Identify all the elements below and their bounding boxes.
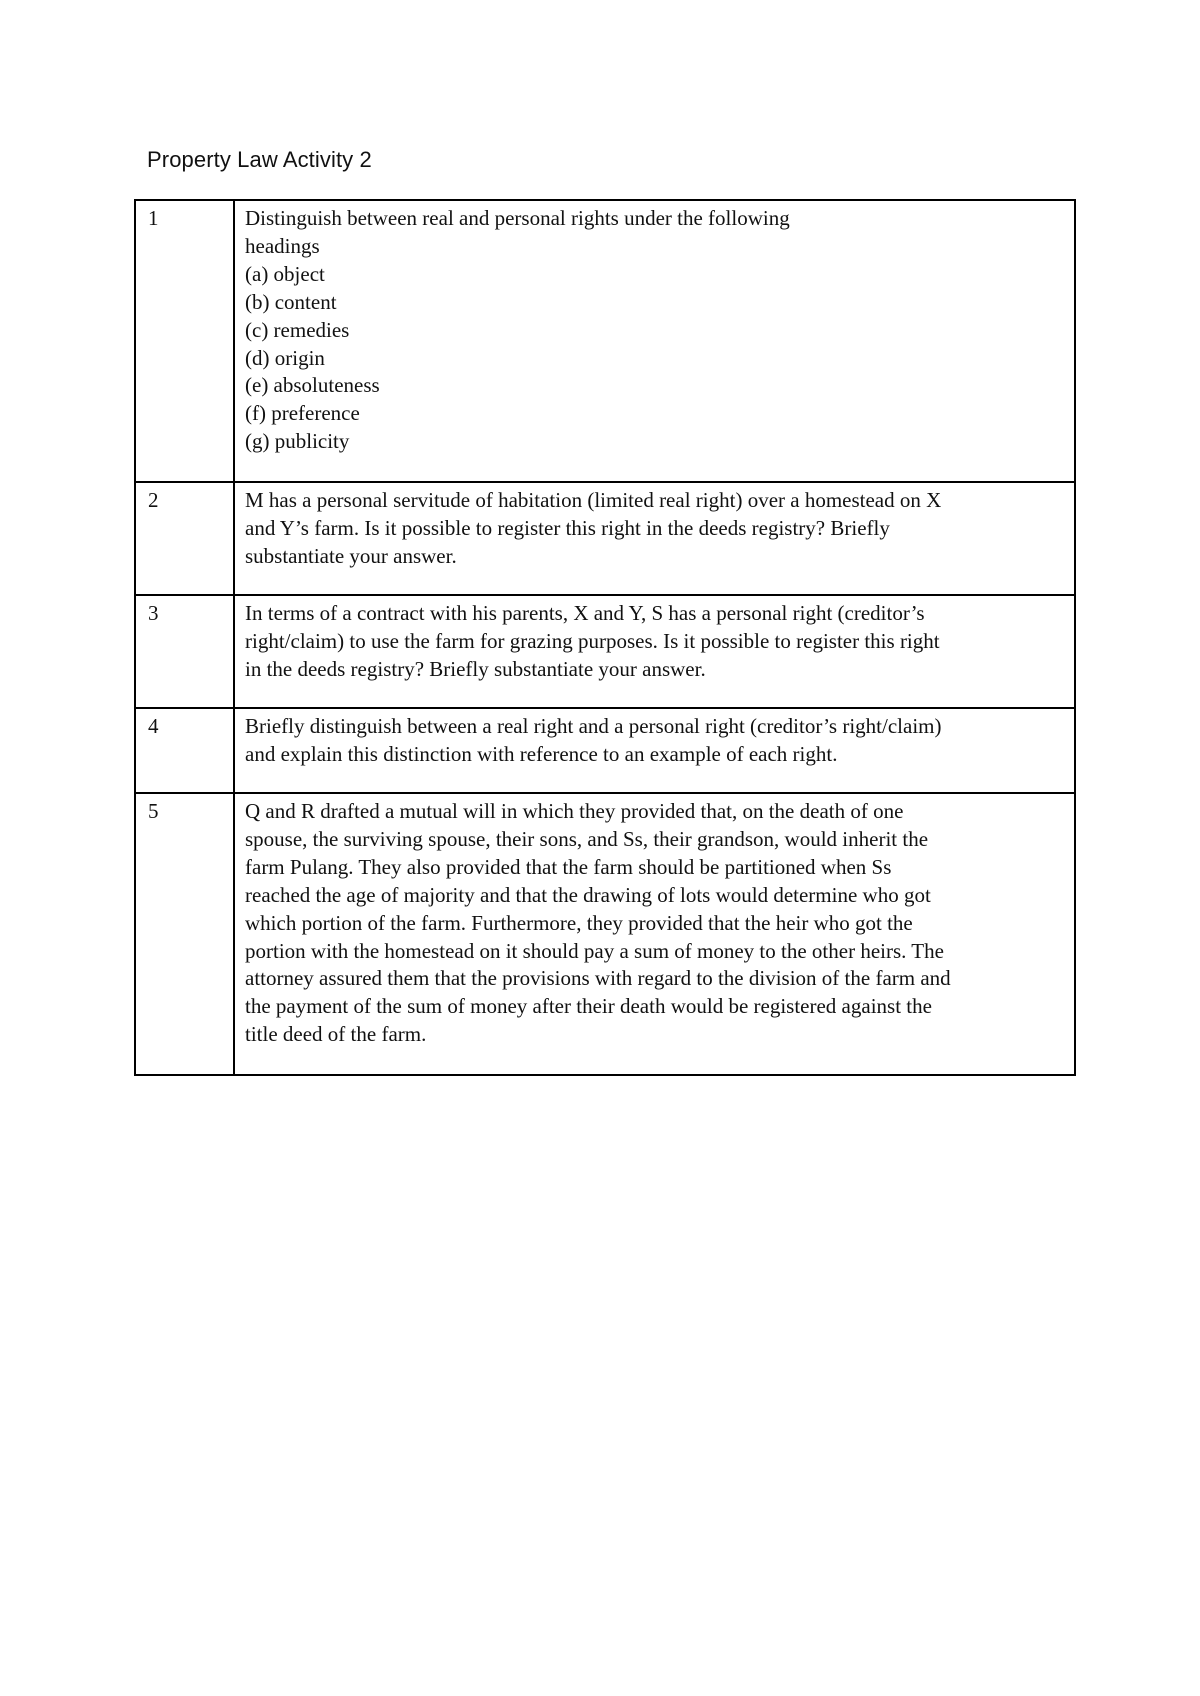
- question-line: attorney assured them that the provisions with regard to the division of the farm and: [245, 966, 951, 991]
- question-line: (e) absoluteness: [245, 373, 380, 398]
- question-line: In terms of a contract with his parents, X and Y, S has a personal right (creditor’s: [245, 601, 925, 625]
- question-line: (g) publicity: [245, 429, 350, 454]
- page-title: Property Law Activity 2: [147, 147, 372, 172]
- question-line: (a) object: [245, 261, 325, 286]
- question-line: portion with the homestead on it should pay a sum of money to the other heirs. The: [245, 938, 944, 963]
- question-line: right/claim) to use the farm for grazing purposes. Is it possible to register this right: [245, 628, 940, 653]
- question-line: (c) remedies: [245, 317, 350, 342]
- question-line: and Y’s farm. Is it possible to register this right in the deeds registry? Briefly: [245, 515, 890, 540]
- question-number: 5: [135, 793, 234, 1075]
- question-text: [234, 793, 1075, 1075]
- question-row: [135, 200, 1075, 482]
- question-line: which portion of the farm. Furthermore, they provided that the heir who got the: [245, 910, 913, 935]
- question-line: title deed of the farm.: [245, 1022, 427, 1047]
- question-line: substantiate your answer.: [245, 543, 457, 568]
- question-row: [135, 482, 1075, 595]
- question-row: [135, 595, 1075, 708]
- question-line: the payment of the sum of money after their death would be registered against the: [245, 994, 932, 1019]
- question-number: 1: [135, 200, 234, 482]
- question-line: reached the age of majority and that the drawing of lots would determine who got: [245, 882, 931, 907]
- question-text: [234, 708, 1075, 793]
- question-line: and explain this distinction with reference to an example of each right.: [245, 741, 838, 766]
- question-line: headings: [245, 233, 320, 258]
- question-line: (f) preference: [245, 401, 360, 426]
- question-row: [135, 708, 1075, 793]
- question-line: (b) content: [245, 289, 337, 314]
- question-line: Q and R drafted a mutual will in which they provided that, on the death of one: [245, 799, 904, 823]
- question-number: 3: [135, 595, 234, 708]
- question-line: spouse, the surviving spouse, their sons, and Ss, their grandson, would inherit the: [245, 826, 929, 851]
- question-text: [234, 482, 1075, 595]
- question-line: Distinguish between real and personal rights under the following: [245, 206, 790, 230]
- question-line: farm Pulang. They also provided that the farm should be partitioned when Ss: [245, 854, 892, 879]
- question-number: 4: [135, 708, 234, 793]
- question-line: (d) origin: [245, 345, 325, 370]
- question-text: [234, 200, 1075, 482]
- questions-table: [134, 199, 1076, 1076]
- question-text: [234, 595, 1075, 708]
- question-line: M has a personal servitude of habitation (limited real right) over a homestead on X: [245, 488, 942, 512]
- question-row: [135, 793, 1075, 1075]
- question-line: Briefly distinguish between a real right and a personal right (creditor’s right/claim): [245, 714, 942, 738]
- question-number: 2: [135, 482, 234, 595]
- question-line: in the deeds registry? Briefly substantiate your answer.: [245, 656, 706, 681]
